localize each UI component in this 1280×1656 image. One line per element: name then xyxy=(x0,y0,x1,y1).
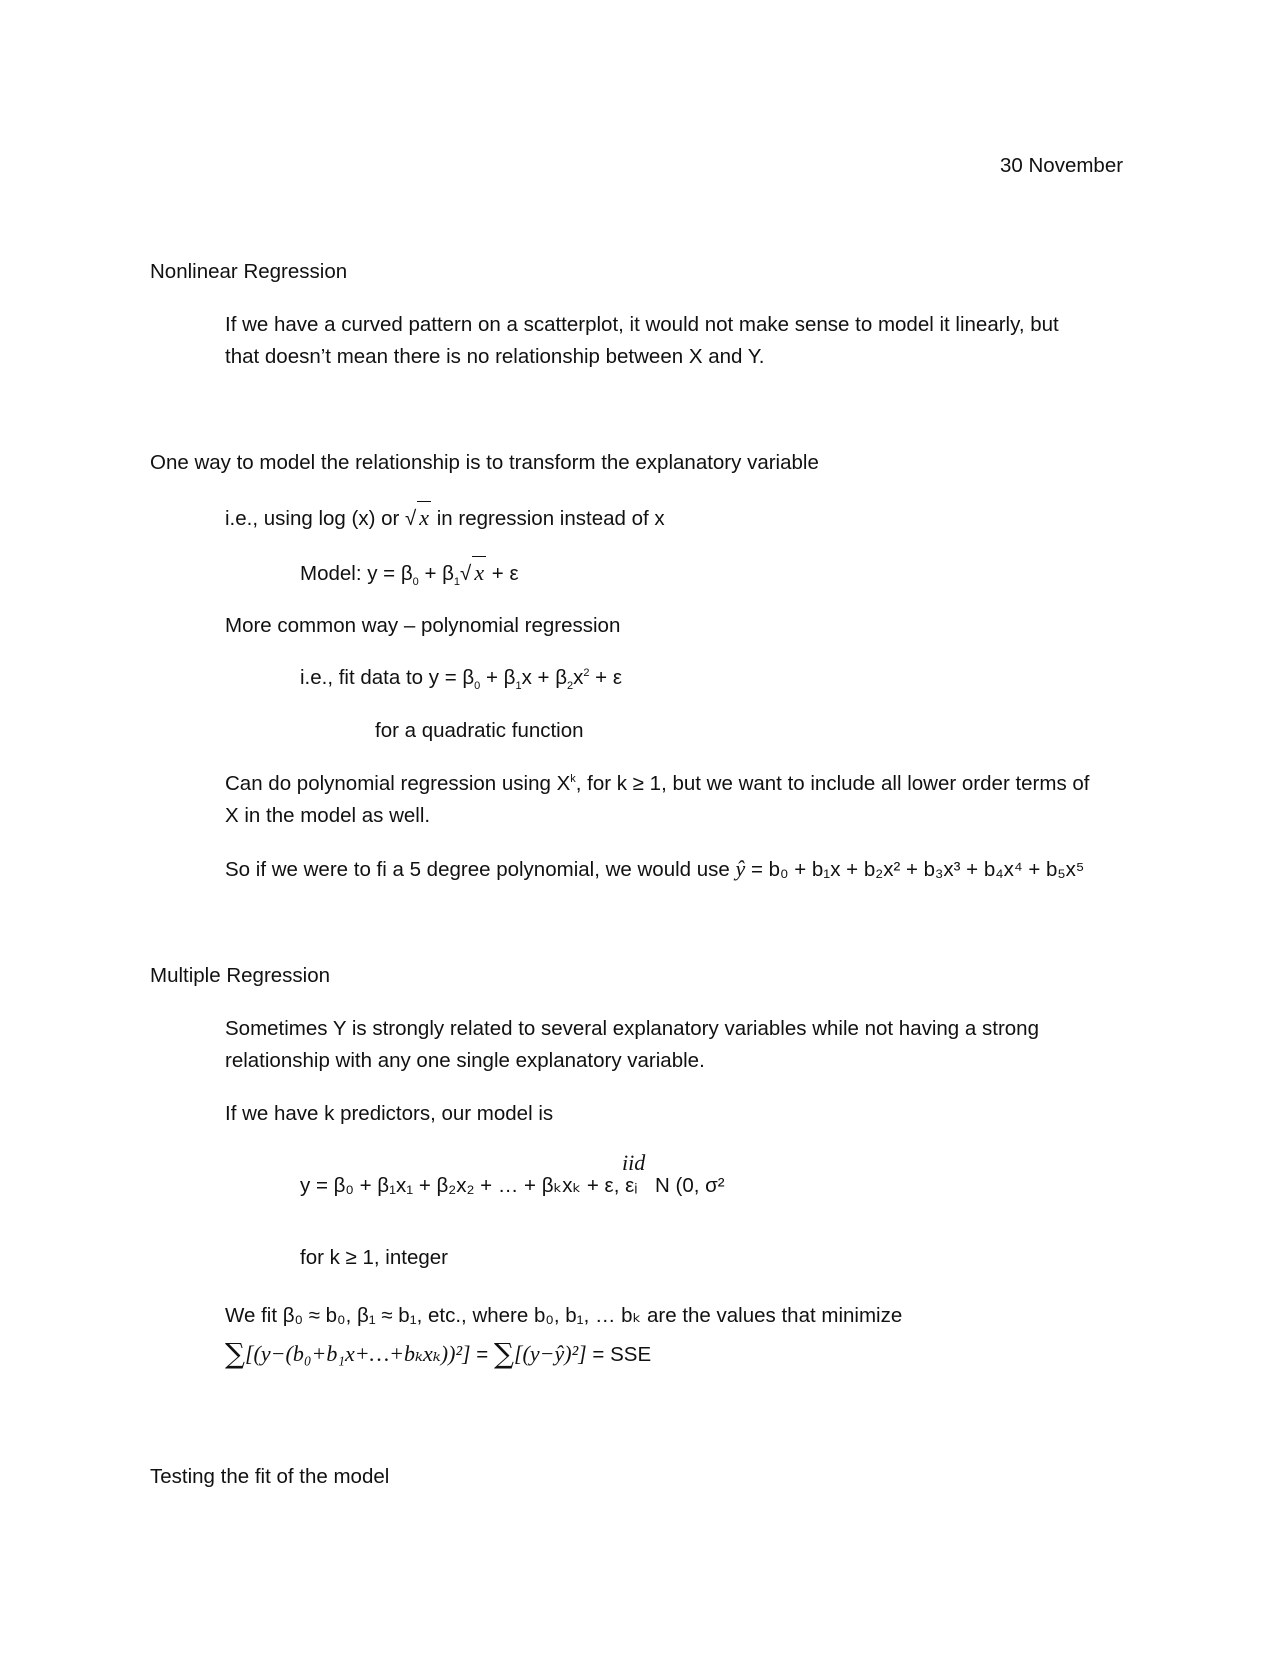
using-log-line xyxy=(225,501,665,535)
degree5-line xyxy=(225,853,1084,886)
section-heading-multiple: Multiple Regression xyxy=(150,964,331,987)
model-sqrt-line: Model: $y = \beta_0 + \beta_1√$ x + ε xyxy=(300,556,519,590)
sqrt-symbol: √ xyxy=(460,562,472,585)
normal-dist: N (0, σ² xyxy=(655,1174,725,1197)
text: i.e., fit data to y = β xyxy=(300,666,475,689)
text: x + β xyxy=(521,666,567,689)
paragraph-line: relationship with any one single explanatory variable. xyxy=(225,1049,705,1072)
poly-note-line1: Can do polynomial regression using $X^k$, for k ≥ 1, but we want to include all lower order terms of xyxy=(225,772,1090,795)
text: So if we were to fi a 5 degree polynomial, we would use xyxy=(225,858,736,881)
paragraph-line: If we have a curved pattern on a scatterplot, it would not make sense to model it linearly, but xyxy=(225,313,1059,336)
section-heading-testing: Testing the fit of the model xyxy=(150,1465,390,1488)
k-condition: for k ≥ 1, integer xyxy=(300,1246,448,1269)
text: , for k ≥ 1, but we want to include all lower order terms of xyxy=(575,772,1090,795)
text: + ε xyxy=(589,666,622,689)
text: Model: y = β xyxy=(300,562,413,585)
text: x xyxy=(573,666,584,689)
paragraph-line: Sometimes Y is strongly related to several explanatory variables while not having a strong xyxy=(225,1017,1039,1040)
sqrt-symbol: √ xyxy=(405,507,417,530)
yhat-symbol: ŷ xyxy=(735,856,746,881)
transform-intro: One way to model the relationship is to transform the explanatory variable xyxy=(150,451,819,474)
quadratic-note: for a quadratic function xyxy=(375,719,584,742)
sum-symbol: ∑ xyxy=(225,1337,245,1370)
equation: = b₀ + b₁x + b₂x² + b₃x³ + b₄x⁴ + b₅x⁵ xyxy=(745,858,1085,881)
sqrt-var: x xyxy=(417,501,431,534)
iid-label: iid xyxy=(622,1150,646,1175)
text: in regression instead of x xyxy=(431,507,665,530)
fit-line: We fit β₀ ≈ b₀, β₁ ≈ b₁, etc., where b₀, b₁, … bₖ are the values that minimize xyxy=(225,1304,903,1327)
sse-right: [(y−ŷ)²] xyxy=(513,1341,587,1366)
text: + ε xyxy=(486,562,519,585)
sum-symbol: ∑ xyxy=(493,1337,514,1370)
text: Can do polynomial regression using X xyxy=(225,772,571,795)
sse-label: = SSE xyxy=(586,1343,652,1366)
sse-left: [(y−(b₀+b₁x+…+bₖxₖ))²] xyxy=(245,1341,471,1366)
poly-fit-line: i.e., fit data to $y = \beta_0 + \beta_1x + \beta_2x^2 + \varepsilon$ xyxy=(300,666,622,693)
poly-note-line2: X in the model as well. xyxy=(225,804,431,827)
text: + β xyxy=(418,562,454,585)
k-predictors: If we have k predictors, our model is xyxy=(225,1102,554,1125)
equals: = xyxy=(470,1343,494,1366)
text: + β xyxy=(480,666,516,689)
paragraph-line: that doesn’t mean there is no relationship between X and Y. xyxy=(225,345,765,368)
multiple-model-eq: y = β₀ + β₁x₁ + β₂x₂ + … + βₖxₖ + ε, εᵢ xyxy=(300,1174,638,1197)
date: 30 November xyxy=(1000,154,1124,177)
sqrt-var: x xyxy=(472,556,486,589)
sse-equation xyxy=(225,1338,651,1371)
poly-heading: More common way – polynomial regression xyxy=(225,614,621,637)
text: i.e., using log (x) or xyxy=(225,507,406,530)
section-heading-nonlinear: Nonlinear Regression xyxy=(150,260,348,283)
